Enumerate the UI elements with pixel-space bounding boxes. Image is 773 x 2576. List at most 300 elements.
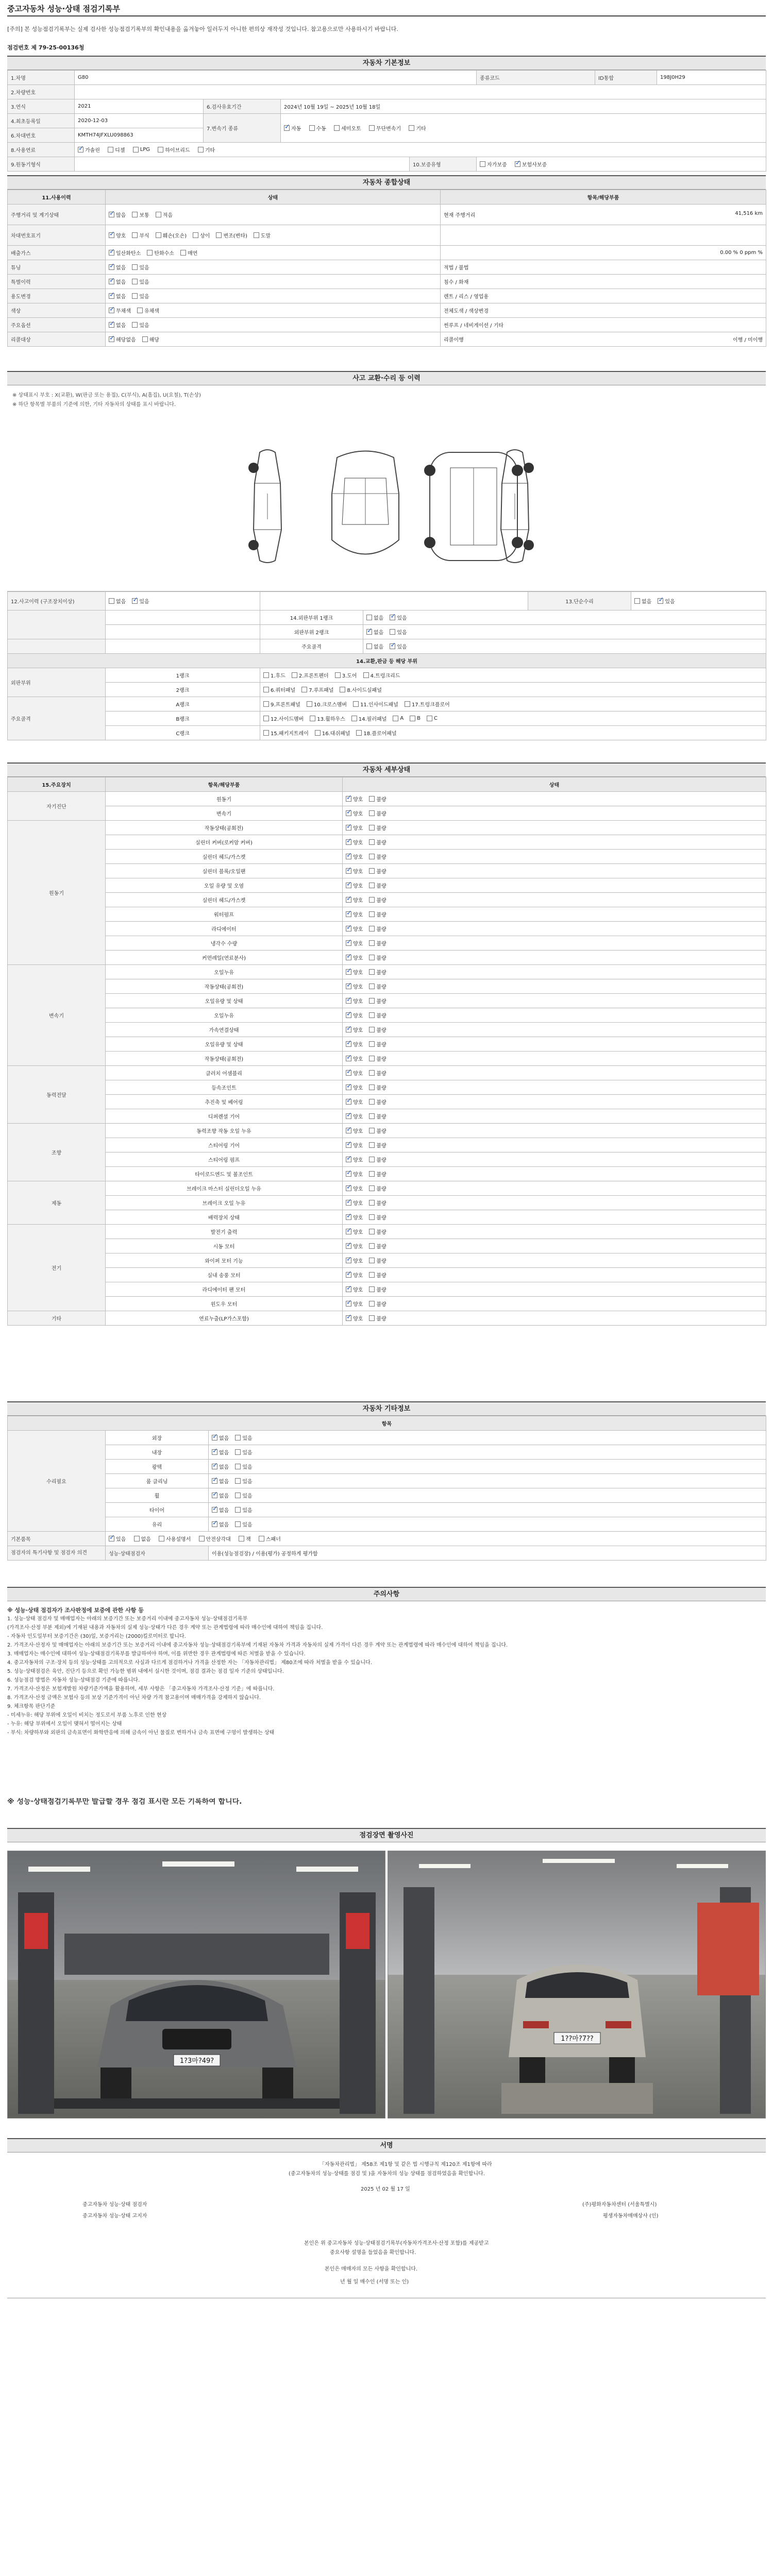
checkbox[interactable] bbox=[366, 643, 372, 649]
checkbox[interactable] bbox=[346, 810, 351, 816]
general-status-options bbox=[106, 332, 441, 347]
option-label: 디젤 bbox=[115, 147, 125, 154]
checkbox[interactable] bbox=[369, 1113, 375, 1119]
basic-label: 4.최초등록일 bbox=[8, 114, 75, 128]
option bbox=[212, 1520, 229, 1528]
detail-status-row bbox=[8, 1080, 766, 1095]
option-label: 일산화탄소 bbox=[116, 250, 141, 257]
detail-item-state bbox=[343, 994, 766, 1008]
option-label: 불량 bbox=[376, 1172, 386, 1178]
option bbox=[180, 249, 197, 257]
detail-status-row bbox=[8, 1225, 766, 1239]
checkbox[interactable] bbox=[346, 1301, 351, 1307]
checkbox[interactable] bbox=[346, 911, 351, 917]
accident-history-table: 12.사고이력 (구조장치이상) 없음 ✓ 있음 13.단순수리 없음 ✓ 있음 14.외판부위 1랭크 없음 ✓ 있음 외판부위 2랭크 ✓ 없음 있음 주요골격 없음 ✓ 있음 14.교환,판금 등 해당 부위 외판부위 1랭크 1.후드 2.프론트펜더 3.도어 4.트렁크리드 2랭크 6.쿼터패널 7.루프패널 8.사이드실패널 주요골격 A랭크 9.프론트패널 10.크로스멤버 11.인사이드패널 17.트렁크플로어 B랭크 12.사이드멤버 13.휠하우스 14.필러패널 A B C C랭크 15.패키지트레이 16.대쉬패널 18.플로어패널 bbox=[7, 591, 766, 740]
checkbox[interactable] bbox=[346, 1243, 351, 1249]
checkbox[interactable] bbox=[369, 1301, 375, 1307]
option bbox=[109, 249, 141, 257]
checkbox[interactable] bbox=[346, 1229, 351, 1234]
checkbox[interactable] bbox=[137, 308, 143, 313]
checkbox[interactable] bbox=[346, 1056, 351, 1061]
status-inspector-label: 성능·상태점검자 bbox=[106, 1546, 209, 1561]
detail-group-label: 자기진단 bbox=[8, 792, 106, 821]
checkbox[interactable] bbox=[369, 897, 375, 903]
checkbox[interactable] bbox=[340, 687, 345, 692]
caution-line: 8. 가격조사·산정 금액은 보험사 등의 보상 기준가격이 아닌 차량 가격 참고용이며 매매가격을 강제하지 않습니다. bbox=[7, 1695, 261, 1701]
option-label: 양호 bbox=[353, 897, 363, 904]
checkbox[interactable] bbox=[109, 322, 114, 328]
option-label: 불량 bbox=[376, 1229, 386, 1235]
basic-label: 2.차량번호 bbox=[8, 85, 75, 99]
option bbox=[235, 1448, 252, 1456]
checkbox[interactable] bbox=[346, 984, 351, 989]
checkbox[interactable] bbox=[369, 1315, 375, 1321]
option bbox=[109, 263, 126, 271]
option bbox=[369, 1199, 386, 1207]
checkbox[interactable] bbox=[369, 796, 375, 802]
checkbox[interactable] bbox=[369, 1171, 375, 1177]
checkbox[interactable] bbox=[480, 161, 485, 167]
checkbox[interactable] bbox=[235, 1493, 241, 1498]
detail-item-state bbox=[343, 1066, 766, 1080]
checkbox[interactable] bbox=[159, 1536, 164, 1541]
checkbox[interactable] bbox=[335, 672, 341, 678]
option bbox=[254, 231, 271, 239]
checkbox[interactable] bbox=[634, 598, 640, 604]
detail-item-state bbox=[343, 806, 766, 821]
checkbox[interactable] bbox=[193, 232, 198, 238]
checkbox[interactable] bbox=[346, 897, 351, 903]
checkbox[interactable] bbox=[212, 1493, 217, 1498]
checkbox[interactable] bbox=[346, 1128, 351, 1133]
basic-label: 6.검사유효기간 bbox=[204, 99, 281, 114]
extra-info-row bbox=[8, 1431, 766, 1445]
detail-item-label: 실내 송풍 모터 bbox=[106, 1268, 343, 1282]
checkbox[interactable] bbox=[212, 1507, 217, 1513]
checkbox[interactable] bbox=[109, 336, 114, 342]
checkbox[interactable] bbox=[156, 232, 161, 238]
checkbox[interactable] bbox=[212, 1464, 217, 1469]
checkbox[interactable] bbox=[346, 1113, 351, 1119]
option bbox=[346, 1040, 363, 1048]
basic-value: KMTH74JFXLU098863 bbox=[75, 128, 204, 143]
checkbox[interactable] bbox=[263, 687, 269, 692]
general-status-detail bbox=[441, 205, 766, 225]
general-status-options bbox=[106, 318, 441, 332]
checkbox[interactable] bbox=[369, 1128, 375, 1133]
general-status-title: 자동차 종합상태 bbox=[7, 175, 766, 190]
checkbox[interactable] bbox=[216, 232, 222, 238]
checkbox[interactable] bbox=[369, 125, 375, 131]
checkbox[interactable] bbox=[346, 1185, 351, 1191]
option-label: 있음 bbox=[242, 1450, 253, 1456]
checkbox[interactable] bbox=[369, 1084, 375, 1090]
option bbox=[346, 1213, 363, 1221]
checkbox[interactable] bbox=[369, 1243, 375, 1249]
detail-item-state bbox=[343, 1138, 766, 1153]
option-label: 유채색 bbox=[144, 308, 159, 314]
checkbox[interactable] bbox=[369, 1185, 375, 1191]
general-status-row bbox=[8, 318, 766, 332]
checkbox[interactable] bbox=[132, 293, 138, 299]
checkbox[interactable] bbox=[346, 969, 351, 975]
detail-status-row bbox=[8, 850, 766, 864]
checkbox[interactable] bbox=[346, 825, 351, 831]
option bbox=[156, 231, 187, 239]
extra-info-row bbox=[8, 1517, 766, 1532]
checkbox[interactable] bbox=[132, 212, 138, 217]
checkbox[interactable] bbox=[346, 1027, 351, 1032]
extra-item-label: 외장 bbox=[106, 1431, 209, 1445]
checkbox[interactable] bbox=[346, 940, 351, 946]
detail-item-label: 라디에이터 팬 모터 bbox=[106, 1282, 343, 1297]
checkbox[interactable] bbox=[235, 1507, 241, 1513]
checkbox[interactable] bbox=[263, 730, 269, 736]
checkbox[interactable] bbox=[369, 1056, 375, 1061]
option-label: 양호 bbox=[353, 1099, 363, 1106]
detail-group-label: 원동기 bbox=[8, 821, 106, 965]
option-label: 불량 bbox=[376, 1114, 386, 1120]
checkbox[interactable] bbox=[346, 883, 351, 888]
checkbox[interactable] bbox=[109, 279, 114, 284]
option bbox=[212, 1506, 229, 1514]
checkbox[interactable] bbox=[390, 643, 395, 649]
checkbox[interactable] bbox=[346, 1084, 351, 1090]
option-label: 양호 bbox=[353, 970, 363, 976]
option-label: 양호 bbox=[353, 941, 363, 947]
detail-item-label: 작동상태(공회전) bbox=[106, 979, 343, 994]
checkbox[interactable] bbox=[235, 1478, 241, 1484]
checkbox[interactable] bbox=[346, 854, 351, 859]
checkbox[interactable] bbox=[109, 264, 114, 270]
basic-info-section bbox=[7, 56, 766, 172]
checkbox[interactable] bbox=[369, 1027, 375, 1032]
checkbox[interactable] bbox=[263, 716, 269, 721]
general-status-detail bbox=[441, 225, 766, 246]
checkbox[interactable] bbox=[235, 1449, 241, 1455]
checkbox[interactable] bbox=[369, 854, 375, 859]
detail-status-row bbox=[8, 835, 766, 850]
option bbox=[346, 1257, 363, 1264]
checkbox[interactable] bbox=[369, 1200, 375, 1206]
checkbox[interactable] bbox=[109, 250, 114, 256]
checkbox[interactable] bbox=[346, 1272, 351, 1278]
accident-history-section bbox=[7, 371, 766, 740]
checkbox[interactable] bbox=[346, 1070, 351, 1076]
checkbox[interactable] bbox=[307, 701, 312, 707]
checkbox[interactable] bbox=[346, 955, 351, 960]
option-label: 양호 bbox=[353, 1273, 363, 1279]
checkbox[interactable] bbox=[356, 730, 362, 736]
checkbox[interactable] bbox=[369, 1099, 375, 1105]
extra-info-section bbox=[7, 1401, 766, 1561]
detail-item-state bbox=[343, 1268, 766, 1282]
detail-status-row bbox=[8, 1023, 766, 1037]
option-label: 기타 bbox=[416, 126, 426, 132]
option-label: 수동 bbox=[316, 126, 326, 132]
checkbox[interactable] bbox=[369, 1157, 375, 1162]
extra-item-options bbox=[209, 1488, 766, 1503]
checkbox[interactable] bbox=[315, 730, 321, 736]
checkbox[interactable] bbox=[409, 125, 414, 131]
general-status-label: 색상 bbox=[8, 303, 106, 318]
checkbox[interactable] bbox=[366, 629, 372, 635]
option-label: 양호 bbox=[353, 883, 363, 889]
checkbox[interactable] bbox=[156, 212, 161, 217]
checkbox[interactable] bbox=[393, 716, 398, 721]
detail-status-section bbox=[7, 762, 766, 1326]
option-label: 해당 bbox=[149, 337, 159, 343]
option-label: LPG bbox=[140, 146, 150, 152]
checkbox[interactable] bbox=[133, 147, 139, 152]
detail-item-label: 커먼레일(연료분사) bbox=[106, 951, 343, 965]
checkbox[interactable] bbox=[158, 147, 163, 152]
checkbox[interactable] bbox=[147, 250, 153, 256]
option-label: 양호 bbox=[353, 1071, 363, 1077]
checkbox[interactable] bbox=[346, 1012, 351, 1018]
checkbox[interactable] bbox=[346, 839, 351, 845]
option bbox=[346, 1156, 363, 1163]
checkbox[interactable] bbox=[390, 629, 395, 635]
checkbox[interactable] bbox=[235, 1435, 241, 1440]
checkbox[interactable] bbox=[346, 1157, 351, 1162]
checkbox[interactable] bbox=[369, 940, 375, 946]
checkbox[interactable] bbox=[346, 868, 351, 874]
fuel-options bbox=[75, 143, 766, 157]
checkbox[interactable] bbox=[369, 1041, 375, 1047]
checkbox[interactable] bbox=[427, 716, 432, 721]
checkbox[interactable] bbox=[254, 232, 259, 238]
checkbox[interactable] bbox=[132, 232, 138, 238]
checkbox[interactable] bbox=[109, 308, 114, 313]
checkbox[interactable] bbox=[263, 701, 269, 707]
diagram-legend-note: ※ 하단 항목별 부품의 기준에 의한, 기타 자동차의 상태를 표시 바랍니다. bbox=[12, 402, 176, 408]
option-label: 부식 bbox=[139, 233, 149, 239]
option bbox=[109, 278, 126, 285]
checkbox[interactable] bbox=[132, 598, 138, 604]
detail-group-label: 제동 bbox=[8, 1181, 106, 1225]
general-status-detail bbox=[441, 275, 766, 289]
option-label: 양호 bbox=[353, 1056, 363, 1062]
option-label: 없음 bbox=[219, 1493, 229, 1499]
checkbox[interactable] bbox=[334, 125, 340, 131]
option-label: 불량 bbox=[376, 811, 386, 817]
checkbox[interactable] bbox=[109, 232, 114, 238]
checkbox[interactable] bbox=[369, 839, 375, 845]
option-label: 없음 bbox=[116, 323, 126, 329]
checkbox[interactable] bbox=[235, 1521, 241, 1527]
checkbox[interactable] bbox=[369, 1214, 375, 1220]
checkbox[interactable] bbox=[369, 1229, 375, 1234]
checkbox[interactable] bbox=[353, 701, 359, 707]
checkbox[interactable] bbox=[369, 1272, 375, 1278]
checkbox[interactable] bbox=[369, 955, 375, 960]
car-top-view-diagram bbox=[316, 447, 414, 566]
column-header: 항목 bbox=[8, 1416, 766, 1431]
checkbox[interactable] bbox=[369, 1286, 375, 1292]
checkbox[interactable] bbox=[346, 1286, 351, 1292]
option bbox=[109, 335, 136, 343]
caution-text bbox=[7, 1606, 766, 1738]
detail-item-label: 연료누출(LP가스포함) bbox=[106, 1311, 343, 1326]
checkbox[interactable] bbox=[198, 147, 204, 152]
option bbox=[346, 1141, 363, 1149]
option bbox=[109, 211, 126, 218]
checkbox[interactable] bbox=[142, 336, 148, 342]
checkbox[interactable] bbox=[346, 998, 351, 1004]
checkbox[interactable] bbox=[109, 1536, 114, 1541]
option-label: 양호 bbox=[353, 1128, 363, 1134]
option bbox=[132, 263, 149, 271]
option bbox=[369, 1069, 386, 1077]
checkbox[interactable] bbox=[309, 125, 315, 131]
checkbox[interactable] bbox=[346, 1258, 351, 1263]
detail-item-label: 발전기 출력 bbox=[106, 1225, 343, 1239]
caution-line: (가격조사·산정 부분 제외)에 기재된 내용과 자동차의 실제 성능·상태가 다른 경우 계약 또는 관계법령에 따라 매수인에 대하여 책임을 집니다. bbox=[7, 1625, 323, 1631]
option bbox=[109, 292, 126, 300]
checkbox[interactable] bbox=[515, 161, 520, 167]
checkbox[interactable] bbox=[212, 1478, 217, 1484]
checkbox[interactable] bbox=[346, 1315, 351, 1321]
checkbox[interactable] bbox=[369, 1070, 375, 1076]
option-label: 없음 bbox=[219, 1464, 229, 1470]
checkbox[interactable] bbox=[78, 147, 83, 152]
checkbox[interactable] bbox=[346, 1200, 351, 1206]
checkbox[interactable] bbox=[239, 1536, 244, 1541]
option bbox=[346, 1199, 363, 1207]
signature-date: 2025 년 02 월 17 일 bbox=[361, 2187, 410, 2192]
checkbox[interactable] bbox=[292, 672, 297, 678]
option bbox=[346, 809, 363, 817]
detail-status-row bbox=[8, 1196, 766, 1210]
checkbox[interactable] bbox=[108, 147, 113, 152]
checkbox[interactable] bbox=[109, 293, 114, 299]
checkbox[interactable] bbox=[390, 615, 395, 620]
basic-label: 8.사용연료 bbox=[8, 143, 75, 157]
detail-status-row bbox=[8, 1167, 766, 1181]
general-status-row bbox=[8, 225, 766, 246]
detail-item-label: 동력조향 작동 오일 누유 bbox=[106, 1124, 343, 1138]
checkbox[interactable] bbox=[369, 1258, 375, 1263]
detail-item-state bbox=[343, 1052, 766, 1066]
option bbox=[216, 231, 247, 239]
checkbox[interactable] bbox=[369, 883, 375, 888]
option-label: 양호 bbox=[353, 1316, 363, 1322]
checkbox[interactable] bbox=[180, 250, 186, 256]
option-label: 있음 bbox=[242, 1522, 253, 1528]
checkbox[interactable] bbox=[369, 969, 375, 975]
checkbox[interactable] bbox=[369, 868, 375, 874]
checkbox[interactable] bbox=[369, 998, 375, 1004]
option-label: 자가보증 bbox=[487, 162, 507, 168]
detail-status-row bbox=[8, 907, 766, 922]
checkbox[interactable] bbox=[263, 672, 269, 678]
general-status-detail bbox=[441, 318, 766, 332]
option-label: 있음 bbox=[242, 1479, 253, 1485]
checkbox[interactable] bbox=[658, 598, 663, 604]
detail-item-state bbox=[343, 1008, 766, 1023]
extra-item-label: 내장 bbox=[106, 1445, 209, 1460]
option bbox=[369, 1170, 386, 1178]
checkbox[interactable] bbox=[259, 1536, 264, 1541]
option-label: 불량 bbox=[376, 1157, 386, 1163]
option-label: 탄화수소 bbox=[154, 250, 174, 257]
basic-label: ID통합 bbox=[595, 71, 657, 85]
checkbox[interactable] bbox=[132, 279, 138, 284]
general-status-value: 41,516 km bbox=[735, 211, 763, 216]
checkbox[interactable] bbox=[363, 672, 369, 678]
checkbox[interactable] bbox=[199, 1536, 205, 1541]
caution-line: 7. 가격조사·산정은 보험개발원 차량기준가액을 활용하며, 세부 사항은 「중고자동차 가격조사·산정 기준」에 따릅니다. bbox=[7, 1686, 275, 1692]
outer-panel-label: 14.외판부위 1랭크 bbox=[260, 611, 363, 625]
checkbox[interactable] bbox=[284, 125, 290, 131]
rank-label: C랭크 bbox=[106, 726, 260, 740]
checkbox[interactable] bbox=[346, 1142, 351, 1148]
rank-label: B랭크 bbox=[106, 711, 260, 726]
checkbox[interactable] bbox=[212, 1521, 217, 1527]
checkbox[interactable] bbox=[346, 926, 351, 931]
checkbox[interactable] bbox=[369, 825, 375, 831]
checkbox[interactable] bbox=[351, 716, 357, 721]
checkbox[interactable] bbox=[346, 1041, 351, 1047]
option-label: 안전삼각대 bbox=[206, 1536, 231, 1543]
checkbox[interactable] bbox=[346, 1171, 351, 1177]
checkbox[interactable] bbox=[109, 212, 114, 217]
option bbox=[346, 910, 363, 918]
checkbox[interactable] bbox=[212, 1449, 217, 1455]
option bbox=[212, 1492, 229, 1499]
option-label: 양호 bbox=[353, 1258, 363, 1264]
basic-value: 2021 bbox=[75, 99, 204, 114]
general-status-label: 배출가스 bbox=[8, 246, 106, 260]
checkbox[interactable] bbox=[405, 701, 410, 707]
checkbox[interactable] bbox=[310, 716, 315, 721]
checkbox[interactable] bbox=[212, 1435, 217, 1440]
option-label: 세미오토 bbox=[341, 126, 361, 132]
general-status-item: 렌트 / 리스 / 영업용 bbox=[444, 294, 489, 300]
checkbox[interactable] bbox=[410, 716, 415, 721]
extra-info-rows bbox=[8, 1431, 766, 1532]
checkbox[interactable] bbox=[132, 264, 138, 270]
checkbox[interactable] bbox=[369, 926, 375, 931]
basic-items-options bbox=[106, 1532, 766, 1546]
general-status-row bbox=[8, 332, 766, 347]
detail-item-label: 스티어링 기어 bbox=[106, 1138, 343, 1153]
detail-item-state bbox=[343, 936, 766, 951]
checkbox[interactable] bbox=[369, 810, 375, 816]
checkbox[interactable] bbox=[109, 598, 114, 604]
checkbox[interactable] bbox=[132, 322, 138, 328]
checkbox[interactable] bbox=[134, 1536, 140, 1541]
checkbox[interactable] bbox=[366, 615, 372, 620]
checkbox[interactable] bbox=[346, 1214, 351, 1220]
checkbox[interactable] bbox=[369, 911, 375, 917]
detail-item-label: 작동상태(공회전) bbox=[106, 1052, 343, 1066]
option-label: 있음 bbox=[139, 294, 149, 300]
checkbox[interactable] bbox=[301, 687, 307, 692]
checkbox[interactable] bbox=[369, 1142, 375, 1148]
checkbox[interactable] bbox=[346, 1099, 351, 1105]
checkbox[interactable] bbox=[369, 984, 375, 989]
option bbox=[369, 809, 386, 817]
detail-item-state bbox=[343, 1282, 766, 1297]
checkbox[interactable] bbox=[369, 1012, 375, 1018]
checkbox[interactable] bbox=[235, 1464, 241, 1469]
detail-status-row bbox=[8, 1282, 766, 1297]
option bbox=[369, 1098, 386, 1106]
option bbox=[369, 1184, 386, 1192]
checkbox[interactable] bbox=[346, 796, 351, 802]
